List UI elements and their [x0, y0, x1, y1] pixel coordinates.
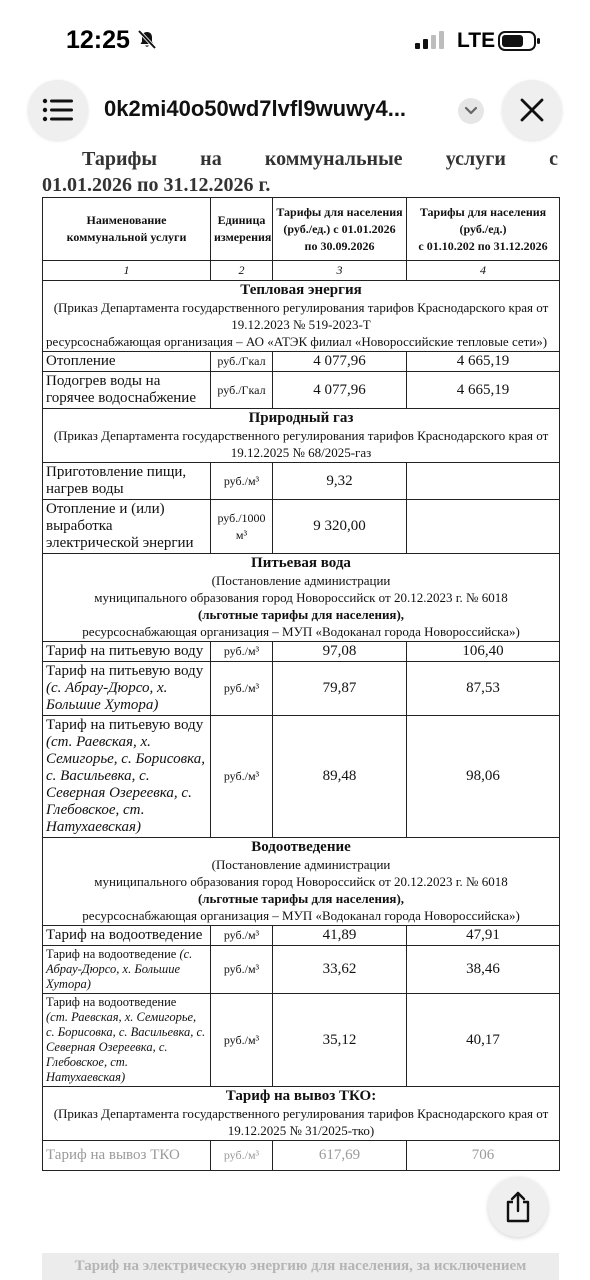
- section-water: [43, 554, 560, 642]
- tariff-value-1: 33,62: [273, 946, 407, 994]
- service-name: Тариф на вывоз ТКО: [43, 1141, 211, 1171]
- battery-icon: [498, 30, 542, 57]
- unit: руб./Гкал: [211, 372, 273, 409]
- share-icon: [503, 1190, 533, 1224]
- unit: руб./м³: [211, 1141, 273, 1171]
- title-dropdown-button[interactable]: [458, 98, 484, 124]
- heading-line-2: 01.01.2026 по 31.12.2026 г.: [42, 174, 271, 196]
- tariff-value-2: 38,46: [407, 946, 560, 994]
- tariff-value-1: 35,12: [273, 994, 407, 1087]
- section-line: муниципального образования город Новороссийск от 20.12.2023 г. № 6018: [94, 590, 508, 605]
- service-name: [43, 994, 211, 1087]
- section-gas: [43, 409, 560, 463]
- table-row: [43, 716, 560, 838]
- section-supplier-heat: ресурсоснабжающая организация – АО «АТЭК филиал «Новороссийские тепловые сети»): [46, 334, 548, 349]
- table-row: [43, 372, 560, 409]
- tariff-value-1: 4 077,96: [273, 352, 407, 372]
- column-header-service: Наименование коммунальной услуги: [43, 198, 211, 261]
- section-line: ресурсоснабжающая организация – МУП «Водоканал города Новороссийска»): [82, 908, 520, 923]
- service-name-text: Тариф на водоотведение: [46, 947, 177, 961]
- service-name: [43, 642, 211, 662]
- section-heat: [43, 281, 560, 352]
- column-header-unit: Единица измерения: [211, 198, 273, 261]
- hamburger-menu-icon: [42, 97, 74, 123]
- service-name: [43, 926, 211, 946]
- tariff-value-2: [407, 500, 560, 554]
- next-section-preview: [42, 1253, 559, 1280]
- section-title-heat: Тепловая энергия: [240, 282, 362, 298]
- document-header: [0, 80, 590, 144]
- tariff-value-1: 9 320,00: [273, 500, 407, 554]
- service-name: Отопление и (или) выработка электрической энергии: [43, 500, 211, 554]
- section-line: муниципального образования город Новороссийск от 20.12.2023 г. № 6018: [94, 874, 508, 889]
- table-header-row: [43, 198, 560, 261]
- unit: руб./м³: [211, 662, 273, 716]
- service-name-text: Тариф на питьевую воду: [46, 663, 204, 679]
- service-name-text: Тариф на питьевую воду: [46, 717, 204, 733]
- section-line: (Постановление администрации: [211, 857, 391, 872]
- section-line: (Постановление администрации: [211, 573, 391, 588]
- status-time: 12:25: [66, 26, 130, 54]
- unit: руб./м³: [211, 642, 273, 662]
- column-number-row: [43, 261, 560, 281]
- document-heading: [42, 146, 558, 198]
- table-row: [43, 926, 560, 946]
- share-button[interactable]: [488, 1177, 548, 1237]
- tariff-value-1: 79,87: [273, 662, 407, 716]
- next-section-text: Тариф на электрическую энергию для населения, за исключением: [74, 1258, 527, 1274]
- section-cell: [43, 409, 560, 463]
- table-row: [43, 642, 560, 662]
- menu-button[interactable]: [28, 80, 88, 140]
- section-order-gas: (Приказ Департамента государственного регулирования тарифов Краснодарского края от 19.12.2025 № 68/2025-газ: [53, 428, 549, 460]
- status-bar: [0, 0, 590, 80]
- tariffs-table: [42, 197, 560, 1171]
- section-line: ресурсоснабжающая организация – МУП «Водоканал города Новороссийска»): [82, 624, 520, 639]
- column-number: 2: [211, 261, 273, 281]
- table-row: [43, 500, 560, 554]
- table-row: [43, 662, 560, 716]
- table-row: [43, 463, 560, 500]
- cellular-signal-icon: [414, 30, 446, 55]
- unit: руб./1000 м³: [211, 500, 273, 554]
- chevron-down-icon: [464, 106, 478, 116]
- tariff-value-2: 106,40: [407, 642, 560, 662]
- service-name: [43, 716, 211, 838]
- service-name: [43, 946, 211, 994]
- unit: руб./Гкал: [211, 352, 273, 372]
- tariff-value-2: 4 665,19: [407, 372, 560, 409]
- service-name: Отопление: [43, 352, 211, 372]
- tariff-value-2: 98,06: [407, 716, 560, 838]
- service-name-text: Тариф на питьевую воду: [46, 643, 204, 659]
- section-tko: [43, 1087, 560, 1141]
- section-cell: [43, 554, 560, 642]
- column-header-tariff-2-b: с 01.10.202 по 31.12.2026: [418, 238, 548, 253]
- tariff-value-2: [407, 463, 560, 500]
- table-row: [43, 352, 560, 372]
- section-title-sewer: Водоотведение: [251, 839, 351, 855]
- unit: руб./м³: [211, 946, 273, 994]
- service-note: (ст. Раевская, х. Семигорье, с. Борисовка, с. Васильевка, с. Северная Озереевка, с. Глебовское, ст. Натухаевская): [46, 734, 205, 835]
- tariff-value-1: 41,89: [273, 926, 407, 946]
- document-title[interactable]: 0k2mi40o50wd7lvfl9wuwy4...: [104, 96, 407, 121]
- service-name: [43, 662, 211, 716]
- bell-slash-icon: [136, 29, 158, 56]
- tariff-value-1: 9,32: [273, 463, 407, 500]
- section-sewer: [43, 838, 560, 926]
- column-number: 3: [273, 261, 407, 281]
- tariff-value-1: 617,69: [273, 1141, 407, 1171]
- table-row: [43, 1141, 560, 1171]
- unit: руб./м³: [211, 926, 273, 946]
- section-title-water: Питьевая вода: [251, 555, 351, 571]
- unit: руб./м³: [211, 716, 273, 838]
- section-title-tko: Тариф на вывоз ТКО:: [225, 1088, 377, 1104]
- carrier-label: LTE: [457, 29, 496, 52]
- service-name-text: Тариф на водоотведение: [46, 927, 203, 943]
- service-name: Приготовление пищи, нагрев воды: [43, 463, 211, 500]
- section-order-heat: (Приказ Департамента государственного регулирования тарифов Краснодарского края от 19.12.2023 № 519-2023-Т: [53, 300, 549, 332]
- column-number: 4: [407, 261, 560, 281]
- service-note: (с. Абрау-Дюрсо, х. Большие Хутора): [46, 680, 168, 713]
- service-name: Подогрев воды на горячее водоснабжение: [43, 372, 211, 409]
- section-line: (льготные тарифы для населения),: [197, 891, 405, 906]
- tariff-value-2: 706: [407, 1141, 560, 1171]
- tariff-value-2: 87,53: [407, 662, 560, 716]
- tariff-value-2: 40,17: [407, 994, 560, 1087]
- section-cell: [43, 838, 560, 926]
- unit: руб./м³: [211, 994, 273, 1087]
- column-header-tariff-1: Тарифы для населения (руб./ед.) с 01.01.2026 по 30.09.2026: [273, 198, 407, 261]
- close-icon: [519, 97, 545, 123]
- service-note: (ст. Раевская, х. Семигорье, с. Борисовка, с. Васильевка, с. Северная Озереевка, с. Глебовское, ст. Натухаевская): [46, 1010, 206, 1084]
- column-header-tariff-2-a: Тарифы для населения (руб./ед.): [419, 204, 547, 236]
- service-note: (с. Абрау-Дюрсо, х. Большие Хутора): [46, 947, 193, 991]
- table-row: [43, 946, 560, 994]
- unit: руб./м³: [211, 463, 273, 500]
- service-name-text: Тариф на водоотведение: [46, 995, 177, 1009]
- tariff-value-2: 47,91: [407, 926, 560, 946]
- tariff-value-1: 4 077,96: [273, 372, 407, 409]
- column-header-tariff-2: [407, 198, 560, 261]
- heading-line-1: Тарифы на коммунальные услуги с: [82, 148, 558, 170]
- section-cell: [43, 281, 560, 352]
- tariff-value-2: 4 665,19: [407, 352, 560, 372]
- tariff-value-1: 97,08: [273, 642, 407, 662]
- column-number: 1: [43, 261, 211, 281]
- section-order-tko: (Приказ Департамента государственного регулирования тарифов Краснодарского края от 19.12.2025 № 31/2025-тко): [53, 1106, 549, 1138]
- close-button[interactable]: [502, 80, 562, 140]
- table-row: [43, 994, 560, 1087]
- document-view[interactable]: [0, 140, 590, 1280]
- tariff-value-1: 89,48: [273, 716, 407, 838]
- section-cell: [43, 1087, 560, 1141]
- section-line: (льготные тарифы для населения),: [197, 607, 405, 622]
- section-title-gas: Природный газ: [248, 410, 354, 426]
